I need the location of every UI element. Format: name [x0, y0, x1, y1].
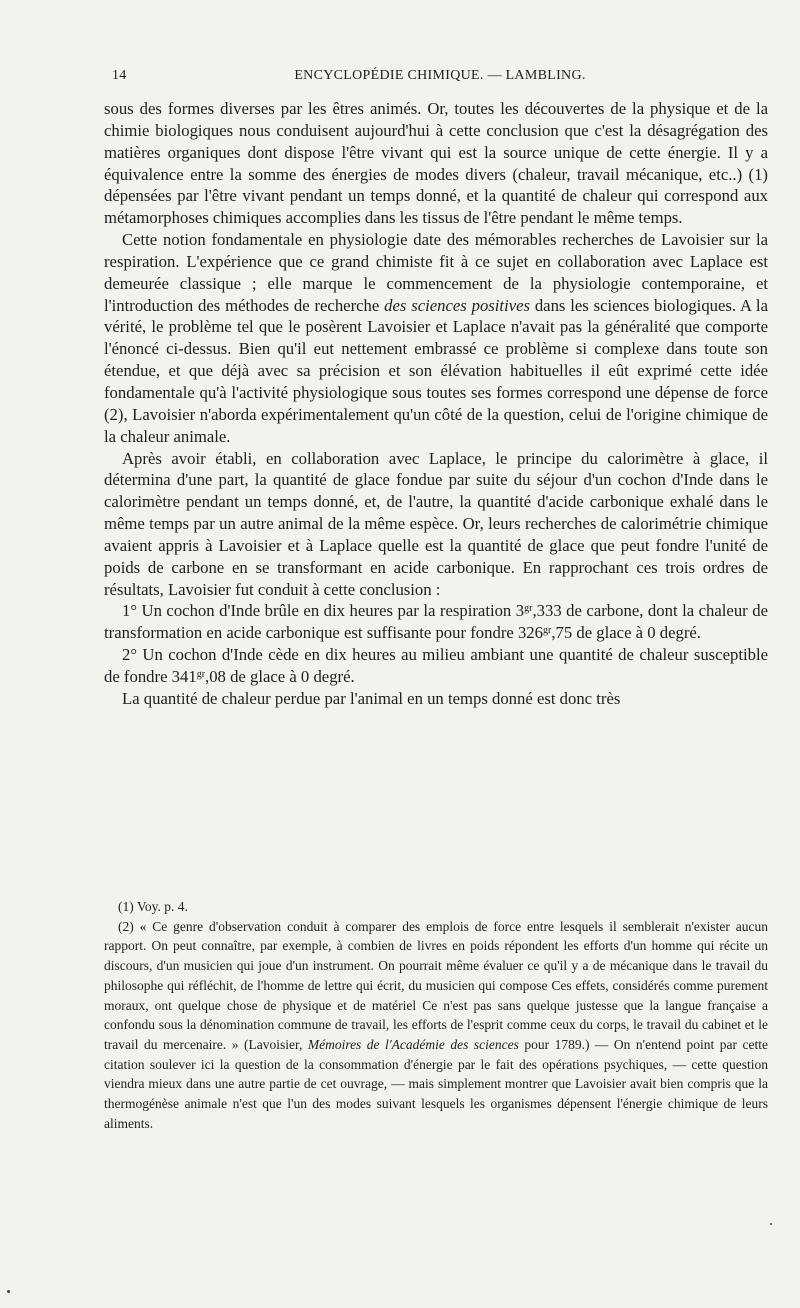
page-header	[112, 68, 768, 92]
paragraph-4: 1° Un cochon d'Inde brûle en dix heures par la respiration $3^{gr},333$ de carbone, dont la chaleur de transformation en acide carbonique est suffisante pour fondre $326^{gr},75$ de glace à 0 degré.	[104, 601, 768, 643]
italic-phrase: des sciences positives	[384, 295, 531, 315]
paragraph-6: La quantité de chaleur perdue par l'animal en un temps donné est donc très	[122, 688, 621, 708]
footnote-1: (1) Voy. p. 4.	[118, 899, 188, 914]
paragraph-5: 2° Un cochon d'Inde cède en dix heures au milieu ambiant une quantité de chaleur susceptible de fondre $341^{gr},08$ de glace à 0 degré.	[104, 645, 768, 686]
footnote-italic-title: Mémoires de l'Académie des sciences	[307, 1036, 519, 1052]
scan-speck	[7, 1290, 10, 1293]
scan-speck	[770, 1223, 772, 1225]
paragraph-2: Cette notion fondamentale en physiologie date des mémorables recherches de Lavoisier sur la respiration. L'expérience que ce grand chimiste fit à ce sujet en collaboration avec Laplace est demeurée classique ; elle marque le commencement de la physiologie contemporaine, et l'introduction des méthodes de recherche des sciences positives dans les sciences biologiques. A la vérité, le problème tel que le posèrent Lavoisier et Laplace n'avait pas la généralité que comporte l'énoncé ci-dessus. Bien qu'il eut nettement embrassé ce problème si complexe dans toute son étendue, et que déjà avec sa précision et son élévation habituelles il eût exprimé cette idée fondamentale qu'à l'activité physiologique sous toutes ses formes correspond une dépense de force (2), Lavoisier n'aborda expérimentalement qu'un côté de la question, celui de l'origine chimique de la chaleur animale.	[104, 230, 768, 446]
footnote-2: (2) « Ce genre d'observation conduit à comparer des emplois de force entre lesquels il semblerait n'exister aucun rapport. On peut connaître, par exemple, à combien de livres en poids répondent les efforts d'un homme qui récite un discours, d'un musicien qui joue d'un instrument. On pourrait même évaluer ce qu'il y a de mécanique dans le travail du philosophe qui réfléchit, de l'homme de lettre qui écrit, du musicien qui compose Ces effets, considérés comme purement moraux, ont quelque chose de physique et de matériel Ce n'est pas sans quelque justesse que la langue française a confondu sous la dénomination commune de travail, les efforts de l'esprit comme ceux du corps, le travail du cabinet et le travail du mercenaire. » (Lavoisier, Mémoires de l'Académie des sciences pour 1789.) — On n'entend point par cette citation soulever ici la question de la consommation d'énergie par le fait des opérations psychiques, — cette question viendra mieux dans une autre partie de cet ouvrage, — mais simplement montrer que Lavoisier avait bien compris que la thermogénèse animale n'est que l'un des modes suivant lesquels les organismes dépensent l'énergie chimique de leurs aliments.	[104, 918, 769, 1131]
paragraph-1: sous des formes diverses par les êtres animés. Or, toutes les découvertes de la physique et de la chimie biologiques nous conduisent aujourd'hui à cette conclusion que c'est la désagrégation des matières organiques dont dispose l'être vivant qui est la source unique de cette énergie. Il y a équivalence entre la somme des énergies de modes divers (chaleur, travail mécanique, etc..) (1) dépensées par l'être vivant pendant un temps donné, et la quantité de chaleur qui correspond aux métamorphoses chimiques accomplies dans les tissus de l'être pendant le même temps.	[104, 99, 768, 228]
running-title: ENCYCLOPÉDIE CHIMIQUE. — LAMBLING.	[294, 68, 586, 83]
paragraph-3: Après avoir établi, en collaboration avec Laplace, le principe du calorimètre à glace, il détermina d'une part, la quantité de glace fondue par suite du séjour d'un cochon d'Inde dans le calorimètre pendant un temps donné, et, de l'autre, la quantité d'acide carbonique exhalé dans le même temps par un autre animal de la même espèce. Or, leurs recherches de calorimétrie chimique avaient appris à Lavoisier et à Laplace quelle est la quantité de glace que peut fondre l'unité de poids de carbone en se transformant en acide carbonique. En rapprochant ces trois ordres de résultats, Lavoisier fut conduit à cette conclusion :	[104, 448, 768, 599]
footnotes	[104, 897, 768, 1133]
page-number: 14	[112, 68, 127, 83]
main-text	[104, 98, 768, 710]
